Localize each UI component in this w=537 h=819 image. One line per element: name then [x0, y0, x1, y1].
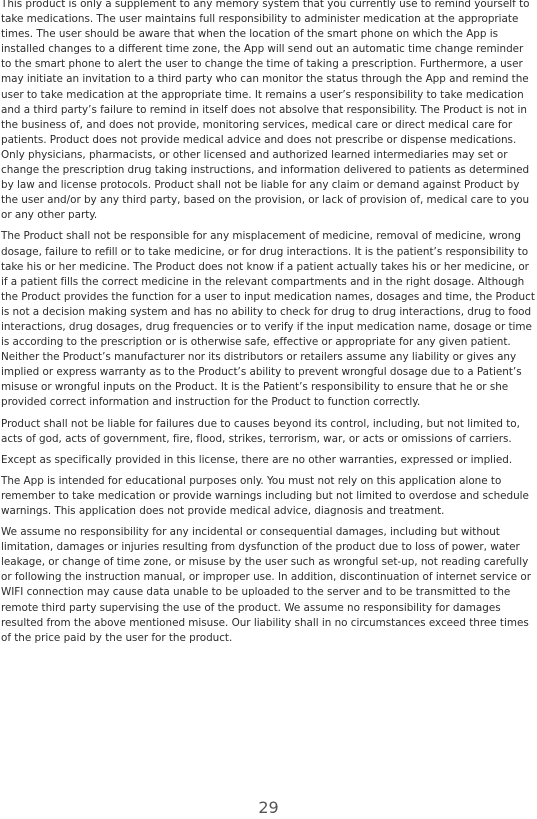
paragraph-monitoring-disclaimer: This product is only a supplement to any memory system that you currently use to remind yourself to take medications. The user maintains full responsibility to administer medication at the appropriate times. The user should be aware that when the location of the smart phone on which the App is installed changes to a different time zone, the App will send out an automatic time change reminder to the smart phone to alert the user to change the time of taking a prescription. Furthermore, a user may initiate an invitation to a third party who can monitor the status through the App and remind the user to take medication at the appropriate time. It remains a user’s responsibility to take medication and a third party’s failure to remind in itself does not absolve that responsibility. The Product is not in the business of, and does not provide, monitoring services, medical care or direct medical care for patients. Product does not provide medical advice and does not prescribe or dispense medications. Only physicians, pharmacists, or other licensed and authorized learned intermediaries may set or change the prescription drug taking instructions, and information delivered to patients as determined by law and license protocols. Product shall not be liable for any claim or demand against Product by the user and/or by any third party, based on the provision, or lack of provision of, medical care to you or any other party.: [1, 0, 530, 222]
paragraph-educational-purpose: The App is intended for educational purposes only. You must not rely on this application alone to remember to take medication or provide warnings including but not limited to overdose and schedule warnings. This application does not provide medical advice, diagnosis and treatment.: [1, 474, 529, 517]
disclaimer-text-body: [1, 0, 536, 652]
paragraph-no-other-warranties: Except as specifically provided in this license, there are no other warranties, expressed or implied.: [1, 453, 513, 466]
paragraph-medication-responsibility: The Product shall not be responsible for any misplacement of medicine, removal of medicine, wrong dosage, failure to refill or to take medicine, or for drug interactions. It is the patient’s responsibility to take his or her medicine. The Product does not know if a patient actually takes his or her medicine, or if a patient fills the correct medicine in the relevant compartments and in the right dosage. Although the Product provides the function for a user to input medication names, dosages and time, the Product is not a decision making system and has no ability to check for drug to drug interactions, drug to food interactions, drug dosages, drug frequencies or to verify if the input medication name, dosage or time is according to the prescription or is otherwise safe, effective or appropriate for any given patient. Neither the Product’s manufacturer nor its distributors or retailers assume any liability or gives any implied or express warranty as to the Product’s ability to prevent wrongful dosage due to a Patient’s misuse or wrongful inputs on the Product. It is the Patient’s responsibility to ensure that he or she provided correct information and instruction for the Product to function correctly.: [1, 230, 535, 409]
paragraph-force-majeure: Product shall not be liable for failures due to causes beyond its control, including, but not limited to, acts of god, acts of government, fire, flood, strikes, terrorism, war, or acts or omissions of carriers.: [1, 417, 520, 445]
page-number: 29: [258, 798, 279, 817]
paragraph-liability-limitation: We assume no responsibility for any incidental or consequential damages, including but without limitation, damages or injuries resulting from dysfunction of the product due to loss of power, water leakage, or change of time zone, or misuse by the user such as wrongful set-up, not reading carefully or following the instruction manual, or improper use. In addition, discontinuation of internet service or WIFI connection may cause data unable to be uploaded to the server and to be transmitted to the remote third party supervising the use of the product. We assume no responsibility for damages resulted from the above mentioned misuse. Our liability shall in no circumstances exceed three times of the price paid by the user for the product.: [1, 526, 531, 644]
